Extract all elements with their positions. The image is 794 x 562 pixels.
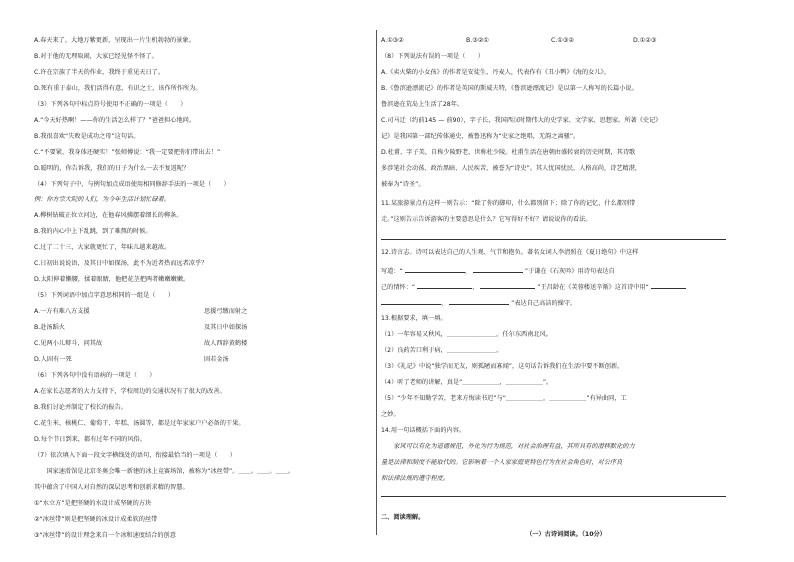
- pair-right: 固若金汤: [204, 356, 229, 363]
- option-line: D.每个节日到来，都有过年不同的风俗。: [34, 436, 146, 443]
- option-line: A.“今天好热啊！——你的生活怎么样了？”爸爸担心地问。: [34, 117, 196, 124]
- question-stem: （6）下列各句中没有语病的一项是（ ）: [34, 372, 156, 379]
- choice-d: D.①②③: [633, 37, 657, 44]
- q12-text: ”于谦在《石灰吟》用诗句表达自: [524, 268, 615, 275]
- fill-blank[interactable]: [405, 267, 465, 273]
- option-line: D.死有重于泰山，我们活得有意，有识之士，该作所作所为。: [34, 85, 202, 92]
- option-line: B.我的内心中上下乱跳，到了难熬的时候。: [34, 228, 152, 235]
- question-11: 11.某旅游景点有这样一则告示：“除了你的脚印，什么都别留下；除了你的记忆，什么都别带: [381, 200, 636, 207]
- question-12-line: 己的情怀：“ ， ”王昌龄在《芙蓉楼送辛渐》这首诗中用“: [381, 283, 751, 291]
- option-line: B.我们讨论并制定了校长的报告。: [34, 404, 127, 411]
- q12-text: ”表达自己高洁的操守。: [511, 300, 577, 307]
- option-line: A.春天来了，大地万紫更新，呈现出一片生机勃勃的景象。: [34, 37, 195, 44]
- choice-b: B.③②①: [466, 37, 489, 44]
- question-stem: （4）下列句子中，与例句加点成语使用相同修辞手法的一项是（ ）: [34, 181, 230, 188]
- option-line: B.我很喜欢“失败是成功之母”这句话。: [34, 133, 140, 140]
- question-13: 13.根据要求，填一填。: [381, 315, 447, 322]
- q13-item: （4）听了老师的讲解，真是“＿＿＿＿＿＿，＿＿＿＿＿＿”。: [381, 379, 553, 386]
- pair-right: 及其日中如探汤: [204, 324, 248, 331]
- option-line: C.花生米、核桃仁、葡萄干、年糕、汤圆等，都是过年家家户户必备的干果。: [34, 420, 245, 427]
- option-line: D.聪明的，你告诉我，我们的日子为什么一去不复返呢？: [34, 165, 190, 172]
- column-divider: [376, 30, 377, 535]
- pair-left: A.一方有难八方支援: [34, 308, 90, 315]
- passage-line: 国家速滑馆是北京冬奥会唯一新建的冰上竞赛场馆，被称为“冰丝带”。＿＿。＿＿。＿＿。: [34, 468, 295, 475]
- statement-line: ①“水立方”是把坚硬的水设计成坚硬的方块: [34, 500, 152, 507]
- question-stem: （8）下列说法有误的一项是（ ）: [381, 53, 484, 60]
- q13-item: 之妙。: [381, 411, 400, 418]
- question-stem: （7）依次填入下面一段文字横线处的语句，衔接最恰当的一项是（ ）: [34, 452, 236, 459]
- choice-c: C.①③②: [551, 37, 574, 44]
- option-line: D.太阳伸着懒腰，揉着眼睛，他把花茎把两者嫩嫩嫩嫩。: [34, 276, 190, 283]
- question-11: 走。”这则告示告诉游客的主要意思是什么？它写得好不好？请说说你的看法。: [381, 216, 592, 223]
- q12-text: ”王昌龄在《芙蓉楼送辛渐》这首诗中用“: [537, 284, 649, 291]
- fill-blank[interactable]: [449, 299, 509, 305]
- question-12: 12.诗言志。诗可以表达自己的人生观、气节和抱负。著名女词人李清照在《夏日绝句》中这样: [381, 249, 639, 256]
- question-stem: （5）下列词语中加点字意思相同的一组是（ ）: [34, 292, 175, 299]
- fill-blank[interactable]: [381, 299, 441, 305]
- option-line: D.杜甫，字子美，自称少陵野老，世称杜少陵。杜甫生活在唐朝由盛转衰的历史时期，其诗歌: [381, 149, 636, 156]
- option-line: 多涉笔社会动荡、政治黑暗、人民疾苦，被誉为“诗史”。其人忧国忧民，人格高尚，诗艺精湛，: [381, 165, 642, 172]
- option-line: A.在家长志愿者的大力支持下，学校周边的交通状况有了很大的改善。: [34, 388, 226, 395]
- passage-line: 其中蕴含了中国人对自然的深层思考和创新求精的智慧。: [34, 484, 189, 491]
- example-sentence: 例：你方宗大院的人们，为今年生活计划忙碌着。: [34, 196, 171, 203]
- question-12-line: ， ”表达自己高洁的操守。: [381, 299, 751, 307]
- q13-item: （5）“少年不知勤学苦，老来方悔读书迟”与“＿＿＿＿＿＿，＿＿＿＿＿＿”有异曲同，工: [381, 395, 627, 402]
- passage-line: 量是法律和制度不能取代的。它影响着一个人家家庭更特色行为在社会角色时，对公序良: [381, 459, 623, 466]
- q13-item: （2）良药苦口利于病，＿＿＿＿＿＿＿＿。: [381, 347, 503, 354]
- pair-left: D.人固有一死: [34, 356, 72, 363]
- option-line: B.对于他的无理取闹，大家已经见怪不怪了。: [34, 53, 158, 60]
- section-heading: 二、阅读理解。: [381, 514, 425, 521]
- option-line: B.《鲁滨逊漂流记》的作者是英国的斯威夫特，《鲁滨逊漂流记》是以第一人称写的长篇小说。: [381, 85, 638, 92]
- option-line: C.过了二十三，大家就更忙了，年味儿越来越浓。: [34, 244, 171, 251]
- fill-blank[interactable]: [473, 267, 523, 273]
- option-line: C.“不要紧，我身体还硬实！”张师傅说：“我一定要把你们带出去！”: [34, 149, 221, 156]
- subsection-heading: （一）古诗词阅读。（10分）: [526, 531, 606, 538]
- q12-text: 写道：“: [381, 268, 403, 275]
- answer-line[interactable]: [381, 496, 726, 497]
- fill-blank[interactable]: [417, 283, 472, 289]
- passage-line: 家风可以有化为道德规范，外化为行为规范，对社会治理有益，其所具有的潜移默化的力: [381, 443, 635, 450]
- pair-right: 故人西辞黄鹤楼: [204, 340, 248, 347]
- option-line: 被奉为“诗圣”。: [381, 181, 425, 188]
- choice-a: A.①③②: [381, 37, 404, 44]
- option-line: 鲁滨逊在荒岛上生活了28年。: [381, 101, 464, 108]
- passage-line: 和法律法规的遵守程度。: [381, 475, 450, 482]
- q13-item: （3）《礼记》中说“独学而无友，则孤陋而寡闻”，这句话告诉我们在生活中要不断创新。: [381, 363, 624, 370]
- question-12-line: 写道：“ ， ”于谦在《石灰吟》用诗句表达自: [381, 268, 615, 275]
- question-14: 14.用一句话概括下面的内容。: [381, 427, 466, 434]
- pair-left: C.见两小儿辩斗，问其故: [34, 340, 103, 347]
- pair-right: 思援弓缴而射之: [204, 308, 248, 315]
- statement-line: ③“冰丝带”的设计理念来自一个冰和速度结合的创意: [34, 532, 176, 539]
- statement-line: ②“冰丝带”则是把坚硬的冰设计成柔软的丝带: [34, 516, 158, 523]
- pair-left: B.赴汤蹈火: [34, 324, 65, 331]
- fill-blank[interactable]: [480, 283, 535, 289]
- q13-item: （1）一年容易又秋风，＿＿＿＿＿＿＿＿。任尔东西南北风。: [381, 331, 552, 338]
- fill-blank[interactable]: [651, 283, 686, 289]
- q12-text: 己的情怀：“: [381, 284, 416, 291]
- option-line: C.司马迁（约前145 — 前90），字子长，我国西汉时期伟大的史学家、文学家、思想家。所著《史记》: [381, 117, 662, 124]
- option-line: A.《卖火柴的小女孩》的作者是安徒生，丹麦人，代表作有《丑小鸭》《海的女儿》。: [381, 69, 610, 76]
- option-line: A.柳树钻破正位立河边，在他春风拂摆着细长的柳条。: [34, 212, 183, 219]
- answer-line[interactable]: [381, 239, 726, 240]
- option-line: C.许在宗族了半天的作业，我终于重见天日了。: [34, 69, 165, 76]
- option-line: 记》是我国第一部纪传体通史，被鲁迅称为“史家之绝唱，无韵之离骚”。: [381, 133, 580, 140]
- option-line: C.日初出说说语，及其日中如探汤，此不为近者热而远者凉乎？: [34, 260, 208, 267]
- question-stem: （3）下列各句中标点符号使用不正确的一项是（ ）: [34, 101, 187, 108]
